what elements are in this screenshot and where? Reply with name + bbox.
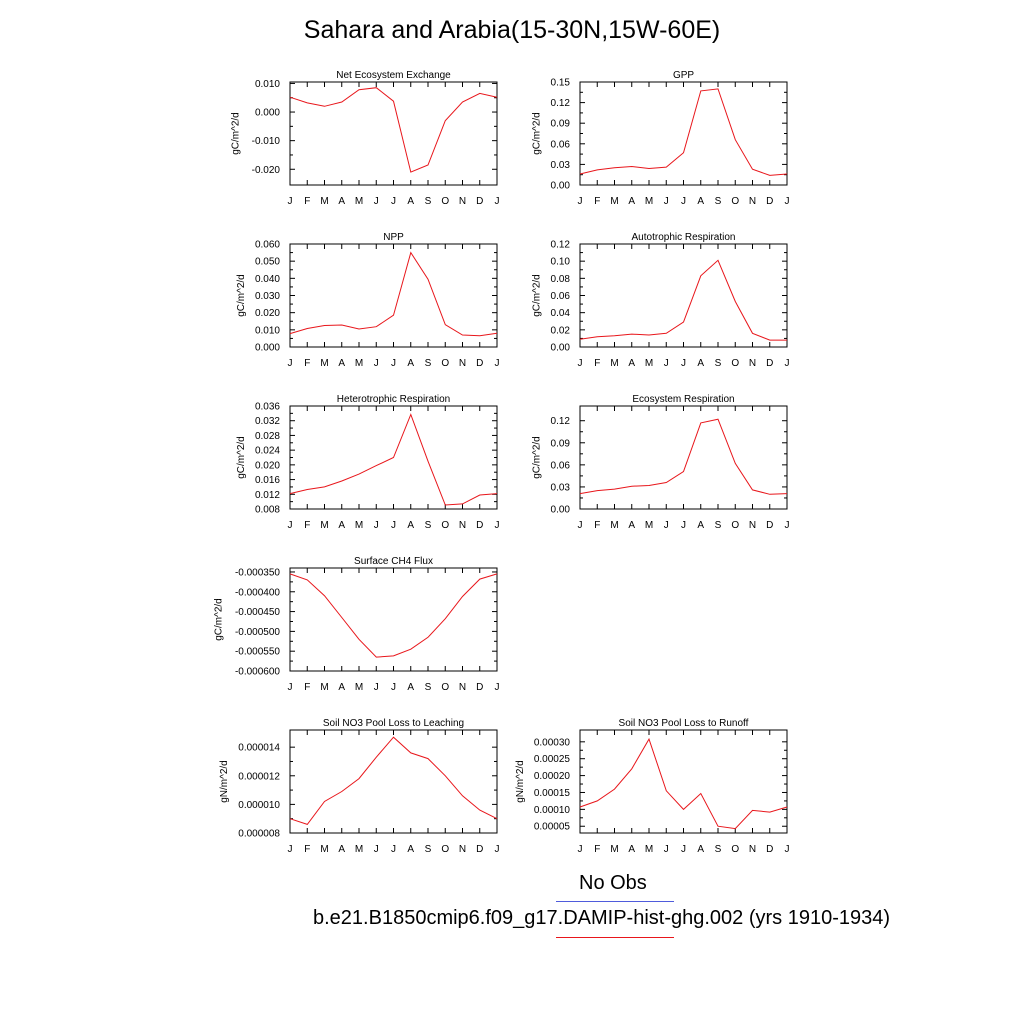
x-tick-label: S bbox=[714, 844, 722, 855]
x-tick-label: F bbox=[594, 358, 601, 369]
x-tick-label: J bbox=[494, 520, 500, 531]
panel-title: Autotrophic Respiration bbox=[631, 232, 736, 243]
x-tick-label: J bbox=[784, 196, 790, 207]
x-tick-label: A bbox=[697, 358, 705, 369]
x-tick-label: M bbox=[354, 520, 364, 531]
x-tick-label: S bbox=[424, 844, 432, 855]
series-line bbox=[580, 419, 787, 494]
x-tick-label: O bbox=[441, 358, 450, 369]
x-tick-label: A bbox=[697, 196, 705, 207]
y-tick-label: 0.000012 bbox=[238, 771, 280, 783]
y-tick-label: 0.000 bbox=[254, 342, 280, 354]
y-tick-label: 0.12 bbox=[550, 416, 570, 428]
x-tick-label: A bbox=[338, 520, 346, 531]
x-tick-label: M bbox=[320, 358, 329, 369]
y-tick-label: -0.010 bbox=[251, 136, 280, 148]
x-tick-label: A bbox=[338, 196, 346, 207]
legend-line-obs bbox=[556, 901, 674, 902]
x-tick-label: O bbox=[441, 520, 450, 531]
x-tick-label: D bbox=[766, 844, 774, 855]
series-line bbox=[290, 415, 497, 506]
x-tick-label: M bbox=[354, 682, 364, 693]
x-tick-label: J bbox=[577, 358, 583, 369]
y-tick-label: 0.12 bbox=[550, 239, 570, 251]
x-tick-label: M bbox=[644, 196, 654, 207]
x-tick-label: S bbox=[714, 358, 722, 369]
x-tick-label: M bbox=[320, 520, 329, 531]
series-line bbox=[580, 739, 787, 829]
y-axis-label: gC/m^2/d bbox=[236, 274, 247, 317]
x-tick-label: M bbox=[354, 196, 364, 207]
y-tick-label: 0.000008 bbox=[238, 828, 280, 840]
y-tick-label: 0.030 bbox=[254, 291, 280, 302]
x-tick-label: A bbox=[697, 520, 705, 531]
x-tick-label: N bbox=[458, 682, 467, 693]
x-tick-label: F bbox=[304, 358, 311, 369]
x-tick-label: N bbox=[748, 196, 757, 207]
x-tick-label: J bbox=[287, 520, 293, 531]
panel-4 bbox=[532, 232, 790, 369]
x-tick-label: D bbox=[476, 682, 484, 693]
x-tick-label: D bbox=[766, 520, 774, 531]
y-tick-label: 0.03 bbox=[550, 159, 570, 171]
y-tick-label: 0.10 bbox=[550, 256, 570, 268]
x-tick-label: S bbox=[424, 196, 432, 207]
panel-5 bbox=[236, 394, 500, 531]
x-tick-label: J bbox=[391, 844, 396, 855]
panel-title: Ecosystem Respiration bbox=[632, 394, 735, 405]
y-tick-label: -0.000500 bbox=[234, 626, 280, 638]
x-tick-label: F bbox=[594, 844, 601, 855]
y-tick-label: -0.000450 bbox=[234, 607, 280, 619]
x-tick-label: O bbox=[731, 520, 740, 531]
x-tick-label: J bbox=[663, 844, 669, 855]
x-tick-label: O bbox=[731, 358, 740, 369]
series-line bbox=[290, 253, 497, 336]
series-line bbox=[580, 260, 787, 340]
x-tick-label: J bbox=[784, 844, 790, 855]
panel-frame bbox=[290, 730, 497, 833]
panel-2 bbox=[532, 70, 790, 207]
x-tick-label: M bbox=[610, 196, 619, 207]
x-tick-label: J bbox=[681, 520, 686, 531]
panel-frame bbox=[580, 82, 787, 185]
y-tick-label: 0.12 bbox=[550, 98, 570, 110]
y-tick-label: 0.06 bbox=[550, 460, 570, 472]
y-axis-label: gN/m^2/d bbox=[514, 760, 526, 803]
y-axis-label: gN/m^2/d bbox=[219, 760, 231, 803]
y-tick-label: 0.016 bbox=[254, 475, 280, 487]
y-axis-label: gC/m^2/d bbox=[236, 436, 247, 479]
x-tick-label: N bbox=[458, 844, 467, 855]
x-tick-label: J bbox=[373, 358, 379, 369]
x-tick-label: M bbox=[320, 682, 329, 693]
x-tick-label: F bbox=[594, 520, 601, 531]
x-tick-label: J bbox=[391, 196, 396, 207]
x-tick-label: J bbox=[494, 358, 500, 369]
x-tick-label: J bbox=[663, 196, 669, 207]
x-tick-label: D bbox=[476, 844, 484, 855]
y-tick-label: 0.00 bbox=[550, 342, 570, 354]
series-line bbox=[580, 89, 787, 175]
panel-title: GPP bbox=[672, 70, 695, 81]
x-tick-label: O bbox=[441, 682, 450, 693]
x-tick-label: M bbox=[354, 358, 364, 369]
x-tick-label: M bbox=[610, 520, 619, 531]
x-tick-label: O bbox=[731, 196, 740, 207]
x-tick-label: M bbox=[644, 844, 654, 855]
x-tick-label: S bbox=[424, 682, 432, 693]
x-tick-label: J bbox=[663, 358, 669, 369]
y-tick-label: 0.010 bbox=[254, 78, 280, 90]
x-tick-label: A bbox=[338, 682, 346, 693]
x-tick-label: J bbox=[494, 844, 500, 855]
x-tick-label: J bbox=[577, 196, 583, 207]
x-tick-label: J bbox=[373, 682, 379, 693]
x-tick-label: M bbox=[320, 844, 329, 855]
x-tick-label: A bbox=[628, 520, 636, 531]
panel-8 bbox=[219, 718, 499, 855]
x-tick-label: J bbox=[663, 520, 669, 531]
panel-6 bbox=[532, 394, 790, 531]
x-tick-label: J bbox=[287, 358, 293, 369]
x-tick-label: N bbox=[458, 196, 467, 207]
x-tick-label: J bbox=[373, 844, 379, 855]
y-tick-label: 0.09 bbox=[550, 118, 570, 130]
panel-frame bbox=[580, 406, 787, 509]
x-tick-label: F bbox=[304, 844, 311, 855]
y-tick-label: 0.040 bbox=[254, 273, 280, 285]
y-tick-label: 0.00025 bbox=[533, 754, 570, 766]
x-tick-label: A bbox=[407, 520, 415, 531]
panel-frame bbox=[290, 244, 497, 347]
x-tick-label: M bbox=[354, 844, 364, 855]
y-tick-label: 0.00 bbox=[550, 180, 570, 192]
x-tick-label: J bbox=[784, 520, 790, 531]
x-tick-label: S bbox=[714, 520, 722, 531]
series-line bbox=[290, 737, 497, 824]
legend-label-model: b.e21.B1850cmip6.f09_g17.DAMIP-hist-ghg.002 (yrs 1910-1934) bbox=[313, 907, 891, 929]
y-tick-label: -0.020 bbox=[251, 164, 280, 176]
y-axis-label: gC/m^2/d bbox=[531, 436, 543, 479]
y-tick-label: 0.036 bbox=[254, 401, 280, 413]
x-tick-label: J bbox=[391, 682, 396, 693]
panel-frame bbox=[580, 730, 787, 833]
y-tick-label: 0.08 bbox=[550, 273, 570, 285]
x-tick-label: F bbox=[304, 196, 311, 207]
y-tick-label: 0.00015 bbox=[533, 787, 570, 799]
y-tick-label: 0.010 bbox=[254, 325, 280, 337]
y-tick-label: 0.020 bbox=[254, 308, 280, 320]
x-tick-label: D bbox=[766, 196, 774, 207]
y-tick-label: 0.00010 bbox=[533, 804, 570, 816]
x-tick-label: J bbox=[494, 196, 500, 207]
x-tick-label: F bbox=[304, 520, 311, 531]
y-tick-label: 0.00005 bbox=[533, 821, 570, 833]
x-tick-label: N bbox=[748, 844, 757, 855]
x-tick-label: N bbox=[748, 520, 757, 531]
y-tick-label: 0.008 bbox=[254, 504, 280, 516]
x-tick-label: J bbox=[287, 844, 293, 855]
x-tick-label: O bbox=[441, 844, 450, 855]
y-tick-label: 0.012 bbox=[254, 489, 280, 501]
series-line bbox=[290, 88, 497, 172]
x-tick-label: J bbox=[373, 196, 379, 207]
x-tick-label: F bbox=[304, 682, 311, 693]
y-tick-label: 0.032 bbox=[254, 416, 280, 428]
x-tick-label: J bbox=[391, 520, 396, 531]
x-tick-label: O bbox=[731, 844, 740, 855]
y-tick-label: 0.000014 bbox=[238, 742, 280, 754]
panel-title: Soil NO3 Pool Loss to Runoff bbox=[618, 718, 749, 729]
panel-title: Heterotrophic Respiration bbox=[336, 394, 451, 405]
x-tick-label: J bbox=[681, 844, 686, 855]
y-tick-label: 0.000010 bbox=[238, 799, 280, 811]
x-tick-label: J bbox=[577, 844, 583, 855]
y-tick-label: 0.050 bbox=[254, 256, 280, 268]
y-tick-label: 0.06 bbox=[550, 291, 570, 302]
panel-title: NPP bbox=[383, 232, 404, 243]
y-axis-label: gC/m^2/d bbox=[531, 112, 543, 155]
x-tick-label: D bbox=[476, 358, 484, 369]
panel-7 bbox=[214, 556, 500, 693]
y-axis-label: gC/m^2/d bbox=[531, 274, 543, 317]
y-tick-label: 0.06 bbox=[550, 139, 570, 151]
x-tick-label: F bbox=[594, 196, 601, 207]
y-tick-label: 0.00030 bbox=[533, 737, 570, 749]
y-tick-label: -0.000600 bbox=[234, 666, 280, 678]
y-tick-label: -0.000350 bbox=[234, 567, 280, 579]
x-tick-label: S bbox=[424, 358, 432, 369]
x-tick-label: J bbox=[391, 358, 396, 369]
x-tick-label: S bbox=[714, 196, 722, 207]
y-tick-label: 0.060 bbox=[254, 239, 280, 251]
y-tick-label: 0.024 bbox=[254, 445, 280, 457]
legend-line-model bbox=[556, 937, 674, 938]
y-tick-label: 0.000 bbox=[254, 107, 280, 119]
x-tick-label: J bbox=[494, 682, 500, 693]
y-axis-label: gC/m^2/d bbox=[213, 598, 225, 641]
x-tick-label: A bbox=[628, 358, 636, 369]
x-tick-label: N bbox=[458, 520, 467, 531]
figure-title: Sahara and Arabia(15-30N,15W-60E) bbox=[303, 16, 721, 44]
x-tick-label: A bbox=[697, 844, 705, 855]
x-tick-label: A bbox=[407, 358, 415, 369]
x-tick-label: J bbox=[577, 520, 583, 531]
x-tick-label: J bbox=[287, 196, 293, 207]
x-tick-label: J bbox=[784, 358, 790, 369]
panel-frame bbox=[290, 82, 497, 185]
y-tick-label: 0.00020 bbox=[533, 771, 570, 783]
panel-title: Net Ecosystem Exchange bbox=[336, 70, 451, 81]
legend-label-obs: No Obs bbox=[579, 872, 647, 894]
y-tick-label: 0.020 bbox=[254, 460, 280, 472]
x-tick-label: N bbox=[458, 358, 467, 369]
x-tick-label: A bbox=[338, 844, 346, 855]
y-tick-label: -0.000550 bbox=[234, 646, 280, 658]
y-tick-label: 0.09 bbox=[550, 438, 570, 450]
panel-9 bbox=[515, 718, 790, 855]
x-tick-label: M bbox=[320, 196, 329, 207]
y-tick-label: 0.03 bbox=[550, 482, 570, 494]
x-tick-label: S bbox=[424, 520, 432, 531]
y-tick-label: 0.02 bbox=[550, 325, 570, 337]
x-tick-label: A bbox=[407, 196, 415, 207]
x-tick-label: O bbox=[441, 196, 450, 207]
x-tick-label: A bbox=[407, 844, 415, 855]
panel-1 bbox=[230, 70, 499, 207]
x-tick-label: J bbox=[681, 358, 686, 369]
x-tick-label: M bbox=[610, 358, 619, 369]
x-tick-label: A bbox=[628, 844, 636, 855]
y-tick-label: 0.04 bbox=[550, 308, 570, 320]
panel-3 bbox=[236, 232, 500, 369]
x-tick-label: M bbox=[644, 520, 654, 531]
x-tick-label: J bbox=[373, 520, 379, 531]
x-tick-label: D bbox=[476, 520, 484, 531]
panel-title: Soil NO3 Pool Loss to Leaching bbox=[322, 718, 465, 729]
x-tick-label: J bbox=[287, 682, 293, 693]
panel-title: Surface CH4 Flux bbox=[354, 556, 433, 567]
x-tick-label: J bbox=[681, 196, 686, 207]
panel-frame bbox=[580, 244, 787, 347]
series-line bbox=[290, 574, 497, 657]
x-tick-label: M bbox=[610, 844, 619, 855]
x-tick-label: M bbox=[644, 358, 654, 369]
x-tick-label: A bbox=[628, 196, 636, 207]
y-tick-label: 0.15 bbox=[550, 77, 570, 89]
y-tick-label: 0.00 bbox=[550, 504, 570, 516]
x-tick-label: D bbox=[766, 358, 774, 369]
y-tick-label: -0.000400 bbox=[234, 587, 280, 599]
x-tick-label: N bbox=[748, 358, 757, 369]
x-tick-label: A bbox=[407, 682, 415, 693]
x-tick-label: D bbox=[476, 196, 484, 207]
y-tick-label: 0.028 bbox=[254, 430, 280, 442]
x-tick-label: A bbox=[338, 358, 346, 369]
y-axis-label: gC/m^2/d bbox=[230, 112, 242, 155]
